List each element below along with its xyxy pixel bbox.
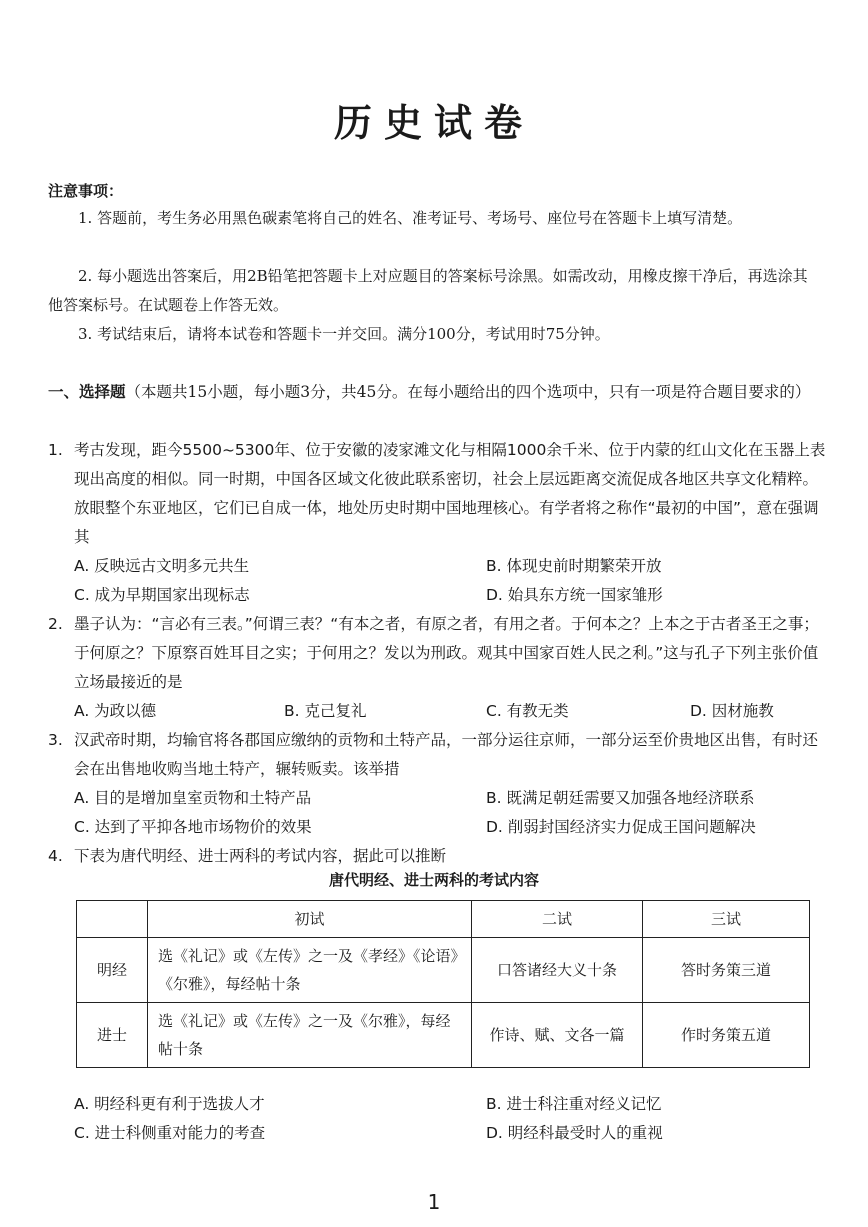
- table-cell: 口答诸经大义十条: [472, 938, 643, 1003]
- question-number: 4.: [48, 847, 63, 865]
- option-a: A. 反映远古文明多元共生: [74, 557, 250, 575]
- question-stem: 下表为唐代明经、进士两科的考试内容，据此可以推断: [74, 847, 447, 865]
- table-header-row: [77, 901, 810, 938]
- table-header-cell: 三试: [643, 901, 810, 938]
- question-3: [48, 726, 828, 784]
- option-d: D. 削弱封国经济实力促成王国问题解决: [486, 818, 756, 836]
- option-c: C. 达到了平抑各地市场物价的效果: [74, 818, 312, 836]
- table-cell: 选《礼记》或《左传》之一及《尔雅》，每经帖十条: [148, 1003, 472, 1068]
- notice-heading: 注意事项：: [48, 182, 124, 200]
- table-cell: 进士: [77, 1003, 148, 1068]
- section-heading: [48, 378, 826, 406]
- option-a: A. 明经科更有利于选拔人才: [74, 1095, 265, 1113]
- question-number: 3.: [48, 731, 63, 749]
- question-1: [48, 436, 828, 552]
- option-b: B. 克己复礼: [284, 702, 367, 720]
- page-number: 1: [427, 1190, 441, 1214]
- notice-item: 3. 考试结束后，请将本试卷和答题卡一并交回。满分100分，考试用时75分钟。: [78, 325, 610, 343]
- table-row: [77, 1003, 810, 1068]
- table-cell: 答时务策三道: [643, 938, 810, 1003]
- option-a: A. 为政以德: [74, 702, 157, 720]
- table-row: [77, 938, 810, 1003]
- option-d: D. 因材施教: [690, 702, 774, 720]
- table-header-cell: 初试: [148, 901, 472, 938]
- option-d: D. 明经科最受时人的重视: [486, 1124, 663, 1142]
- exam-content-table: [76, 900, 810, 1068]
- question-stem: 墨子认为：“言必有三表。”何谓三表？“有本之者，有原之者，有用之者。于何本之？上本之于古者圣王之事；于何原之？下原察百姓耳目之实；于何用之？发以为刑政。观其中国家百姓人民之利。”这与孔子下列主张价值立场最接近的是: [74, 615, 819, 691]
- option-d: D. 始具东方统一国家雏形: [486, 586, 663, 604]
- option-c: C. 成为早期国家出现标志: [74, 586, 250, 604]
- option-a: A. 目的是增加皇室贡物和土特产品: [74, 789, 312, 807]
- question-stem: 考古发现，距今5500~5300年、位于安徽的凌家滩文化与相隔1000余千米、位于内蒙的红山文化在玉器上表现出高度的相似。同一时期，中国各区域文化彼此联系密切，社会上层远距离交流促成各地区共享文化精粹。放眼整个东亚地区，它们已自成一体，地处历史时期中国地理核心。有学者将之称作“最初的中国”，意在强调其: [74, 441, 826, 546]
- question-2-options: [74, 697, 828, 726]
- table-cell: 作诗、赋、文各一篇: [472, 1003, 643, 1068]
- table-cell: 明经: [77, 938, 148, 1003]
- section-label: 一、选择题: [48, 382, 126, 401]
- table-header-cell: [77, 901, 148, 938]
- option-c: C. 进士科侧重对能力的考查: [74, 1124, 266, 1142]
- question-4: [48, 842, 828, 871]
- question-4-options: [74, 1090, 828, 1148]
- section-description: （本题共15小题，每小题3分，共45分。在每小题给出的四个选项中，只有一项是符合题目要求的）: [125, 383, 811, 401]
- question-2: [48, 610, 828, 697]
- option-c: C. 有教无类: [486, 702, 569, 720]
- page-title: 历史试卷: [333, 100, 534, 145]
- question-3-options: [74, 784, 828, 842]
- option-b: B. 体现史前时期繁荣开放: [486, 557, 662, 575]
- question-number: 1.: [48, 441, 63, 459]
- option-b: B. 既满足朝廷需要又加强各地经济联系: [486, 789, 755, 807]
- question-number: 2.: [48, 615, 63, 633]
- table-cell: 选《礼记》或《左传》之一及《孝经》《论语》《尔雅》，每经帖十条: [148, 938, 472, 1003]
- question-stem: 汉武帝时期，均输官将各郡国应缴纳的贡物和土特产品，一部分运往京师，一部分运至价贵地区出售，有时还会在出售地收购当地土特产，辗转贩卖。该举措: [74, 731, 819, 778]
- question-1-options: [74, 552, 828, 610]
- table-caption: 唐代明经、进士两科的考试内容: [328, 871, 539, 889]
- option-b: B. 进士科注重对经义记忆: [486, 1095, 662, 1113]
- table-header-cell: 二试: [472, 901, 643, 938]
- table-cell: 作时务策五道: [643, 1003, 810, 1068]
- notice-item: 1. 答题前，考生务必用黑色碳素笔将自己的姓名、准考证号、考场号、座位号在答题卡上填写清楚。: [78, 209, 743, 227]
- notice-item: 2. 每小题选出答案后，用2B铅笔把答题卡上对应题目的答案标号涂黑。如需改动，用橡皮擦干净后，再选涂其他答案标号。在试题卷上作答无效。: [48, 267, 808, 314]
